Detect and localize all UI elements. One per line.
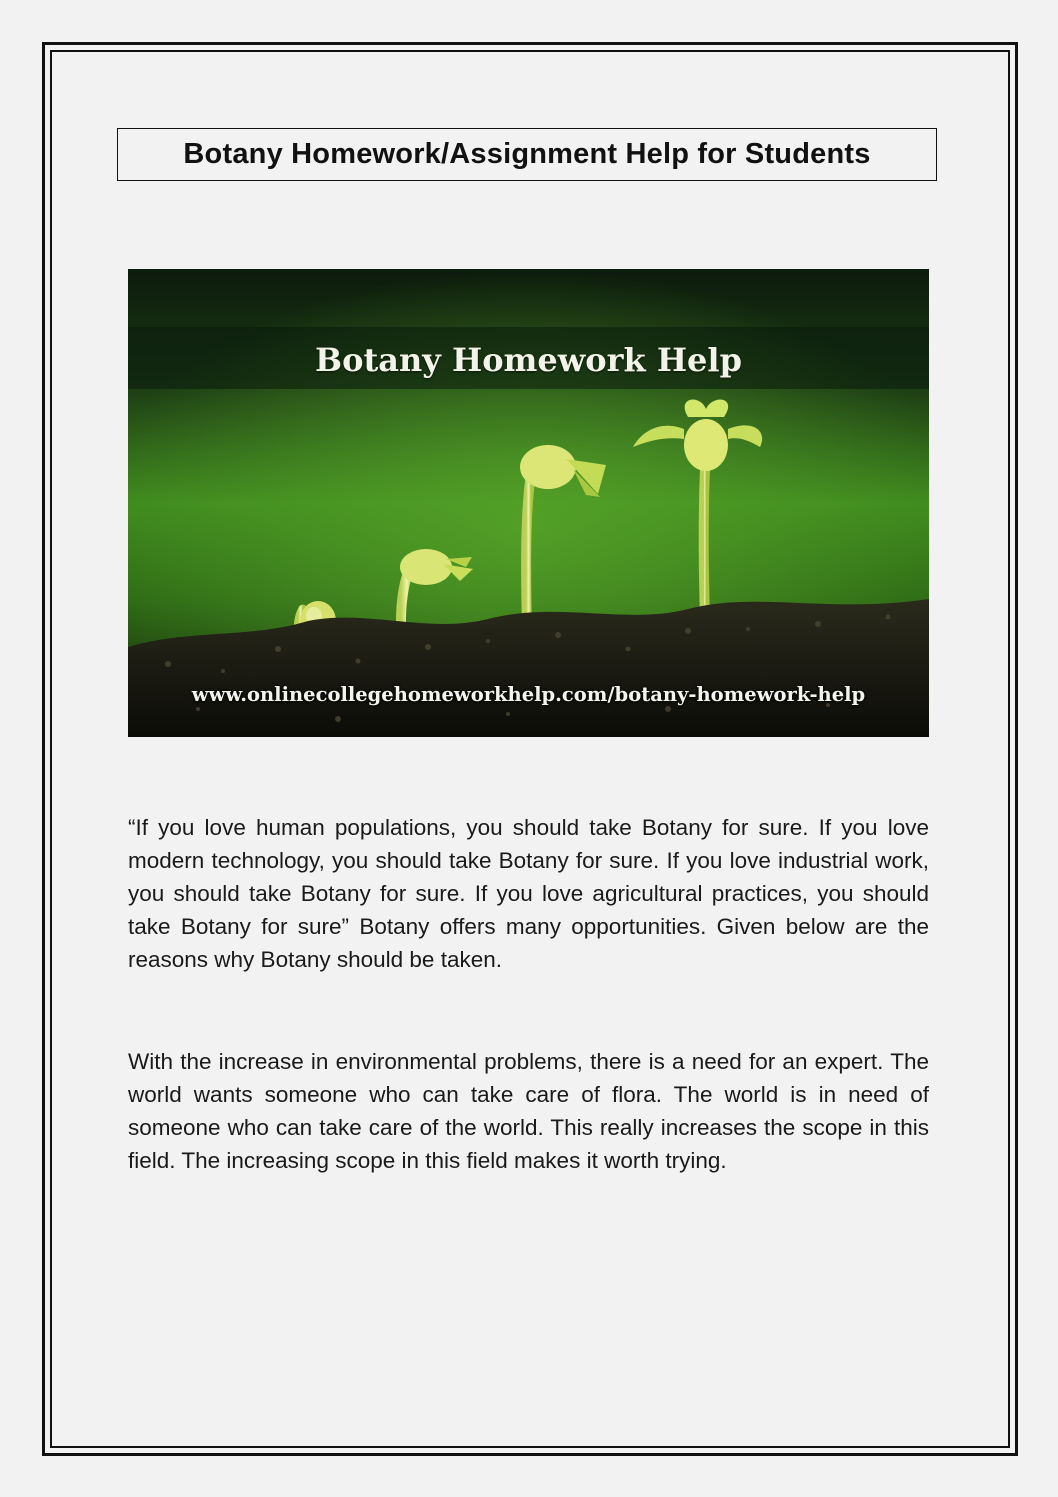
banner-heading: Botany Homework Help xyxy=(315,341,742,379)
title-box xyxy=(117,128,937,181)
paragraph-intro: “If you love human populations, you should take Botany for sure. If you love modern technology, you should take Botany for sure. If you love industrial work, you should take Botany for sure. If you love agricultural practices, you should take Botany for sure” Botany offers many opportunities. Given below are the reasons why Botany should be taken. xyxy=(128,815,929,972)
page-border-outer xyxy=(42,42,1018,1456)
banner-image xyxy=(128,269,929,737)
page-border-inner xyxy=(50,50,1010,1448)
banner-url: www.onlinecollegehomeworkhelp.com/botany-homework-help xyxy=(191,683,866,706)
document-title: Botany Homework/Assignment Help for Students xyxy=(183,138,871,170)
paragraph-scope: With the increase in environmental problems, there is a need for an expert. The world wants someone who can take care of flora. The world is in need of someone who can take care of the world. This really increases the scope in this field. The increasing scope in this field makes it worth trying. xyxy=(128,1049,929,1173)
